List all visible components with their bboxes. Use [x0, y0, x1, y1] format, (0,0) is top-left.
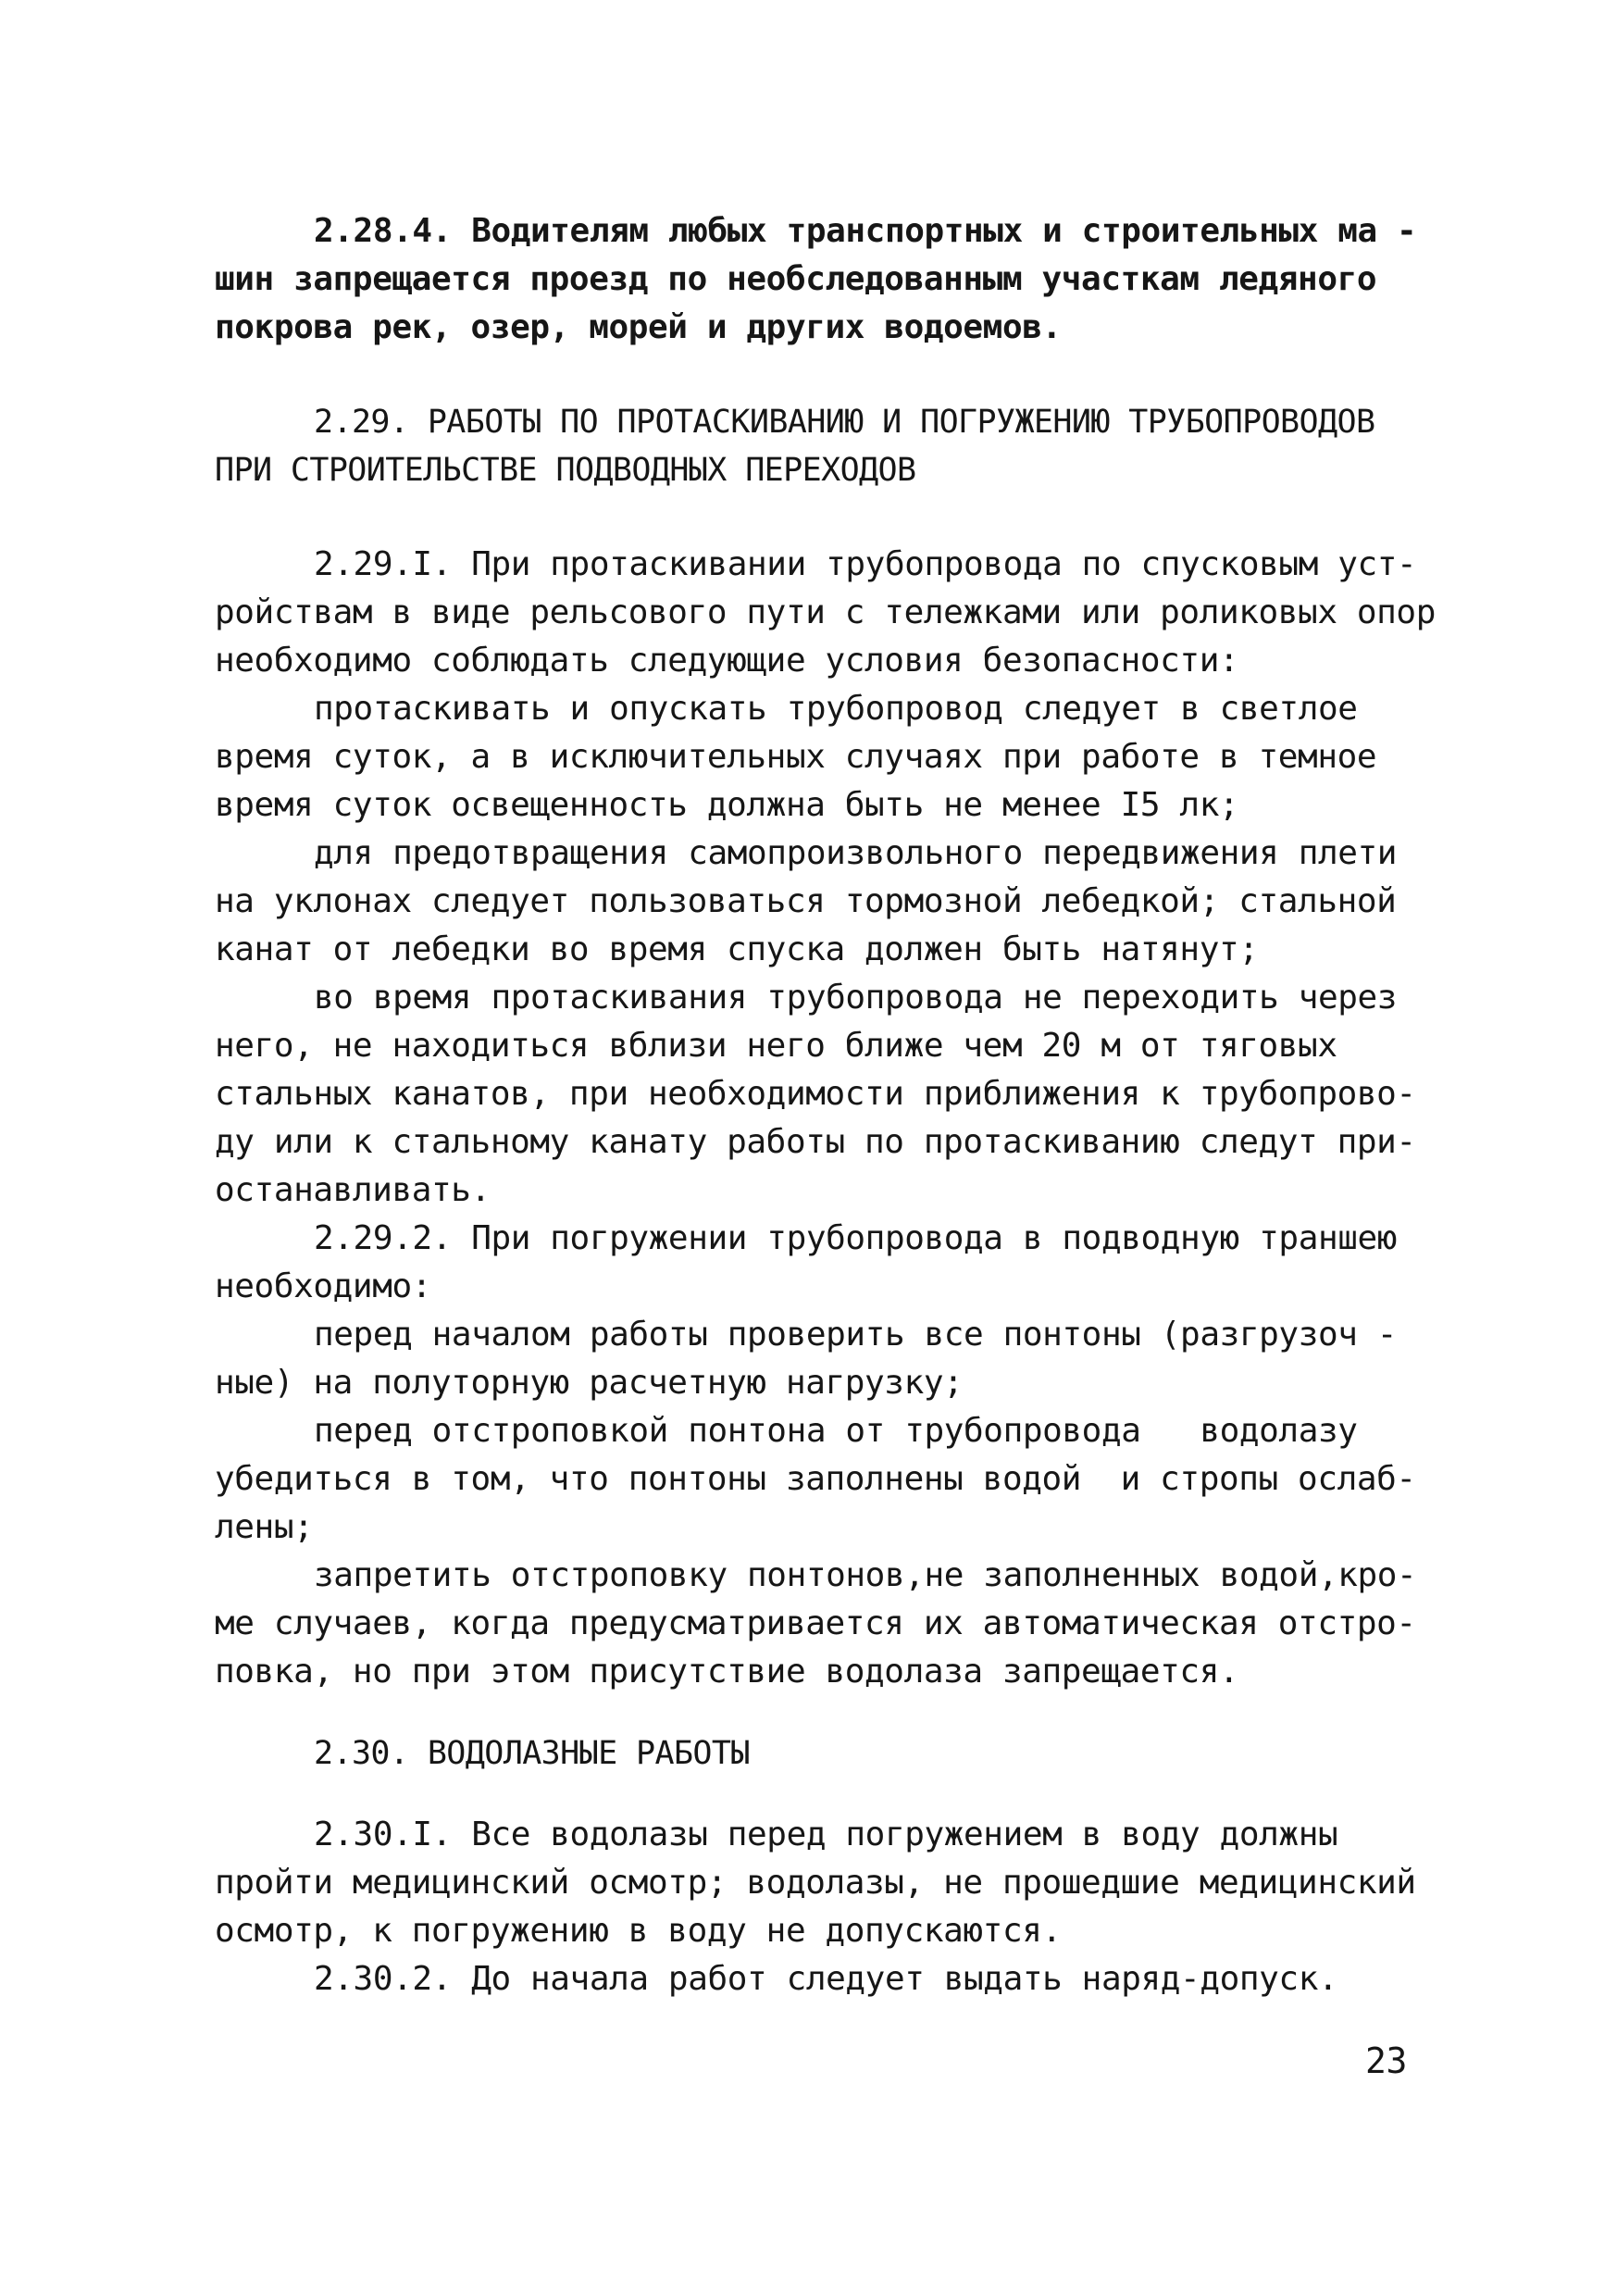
text-line: 2.29.I. При протаскивании трубопровода по спусковым уст- — [314, 545, 1417, 583]
section-heading: 2.30. ВОДОЛАЗНЫЕ РАБОТЫ — [314, 1735, 750, 1772]
text-line: протаскивать и опускать трубопровод следует в светлое — [314, 690, 1358, 728]
text-line: время суток, а в исключительных случаях при работе в темное — [215, 738, 1377, 776]
text-line: осмотр, к погружению в воду не допускаются. — [215, 1912, 1062, 1950]
text-line: лены; — [215, 1508, 314, 1546]
text-line: необходимо соблюдать следующие условия безопасности: — [215, 642, 1239, 680]
text-line: во время протаскивания трубопровода не переходить через — [314, 979, 1398, 1017]
text-line: ме случаев, когда предусматривается их автоматическая отстро- — [215, 1604, 1416, 1642]
text-line: шин запрещается проезд по необследованным участкам ледяного — [215, 260, 1377, 298]
text-line: убедиться в том, что понтоны заполнены водой и стропы ослаб- — [215, 1460, 1416, 1498]
text-line: пройти медицинский осмотр; водолазы, не прошедшие медицинский — [215, 1864, 1416, 1902]
text-line: останавливать. — [215, 1171, 491, 1209]
text-line: 2.30.I. Все водолазы перед погружением в воду должны — [314, 1816, 1338, 1853]
text-line: 2.28.4. Водителям любых транспортных и строительных ма - — [314, 212, 1417, 250]
text-line: стальных канатов, при необходимости приближения к трубопрово- — [215, 1075, 1416, 1113]
text-line: него, не находиться вблизи него ближе чем 20 м от тяговых — [215, 1027, 1337, 1065]
text-line: повка, но при этом присутствие водолаза запрещается. — [215, 1653, 1239, 1691]
text-line: ройствам в виде рельсового пути с тележками или роликовых опор — [215, 593, 1436, 631]
text-line: необходимо: — [215, 1267, 432, 1305]
text-line: ду или к стальному канату работы по протаскиванию следут при- — [215, 1123, 1416, 1161]
section-heading: ПРИ СТРОИТЕЛЬСТВЕ ПОДВОДНЫХ ПЕРЕХОДОВ — [215, 452, 916, 489]
text-line: ные) на полуторную расчетную нагрузку; — [215, 1364, 964, 1402]
text-line: для предотвращения самопроизвольного передвижения плети — [314, 834, 1398, 872]
text-line: на уклонах следует пользоваться тормозной лебедкой; стальной — [215, 882, 1397, 920]
section-heading: 2.29. РАБОТЫ ПО ПРОТАСКИВАНИЮ И ПОГРУЖЕНИЮ ТРУБОПРОВОДОВ — [314, 404, 1375, 441]
text-line: запретить отстроповку понтонов,не заполненных водой,кро- — [314, 1556, 1417, 1594]
text-line: перед началом работы проверить все понтоны (разгрузоч - — [314, 1316, 1398, 1354]
text-line: покрова рек, озер, морей и других водоемов. — [215, 308, 1062, 346]
text-line: 2.29.2. При погружении трубопровода в подводную траншею — [314, 1219, 1398, 1257]
text-line: канат от лебедки во время спуска должен быть натянут; — [215, 930, 1259, 968]
text-line: 2.30.2. До начала работ следует выдать наряд-допуск. — [314, 1960, 1338, 1998]
page-number: 23 — [1365, 2040, 1407, 2081]
text-line: перед отстроповкой понтона от трубопровода водолазу — [314, 1412, 1358, 1450]
text-line: время суток освещенность должна быть не менее I5 лк; — [215, 786, 1239, 824]
